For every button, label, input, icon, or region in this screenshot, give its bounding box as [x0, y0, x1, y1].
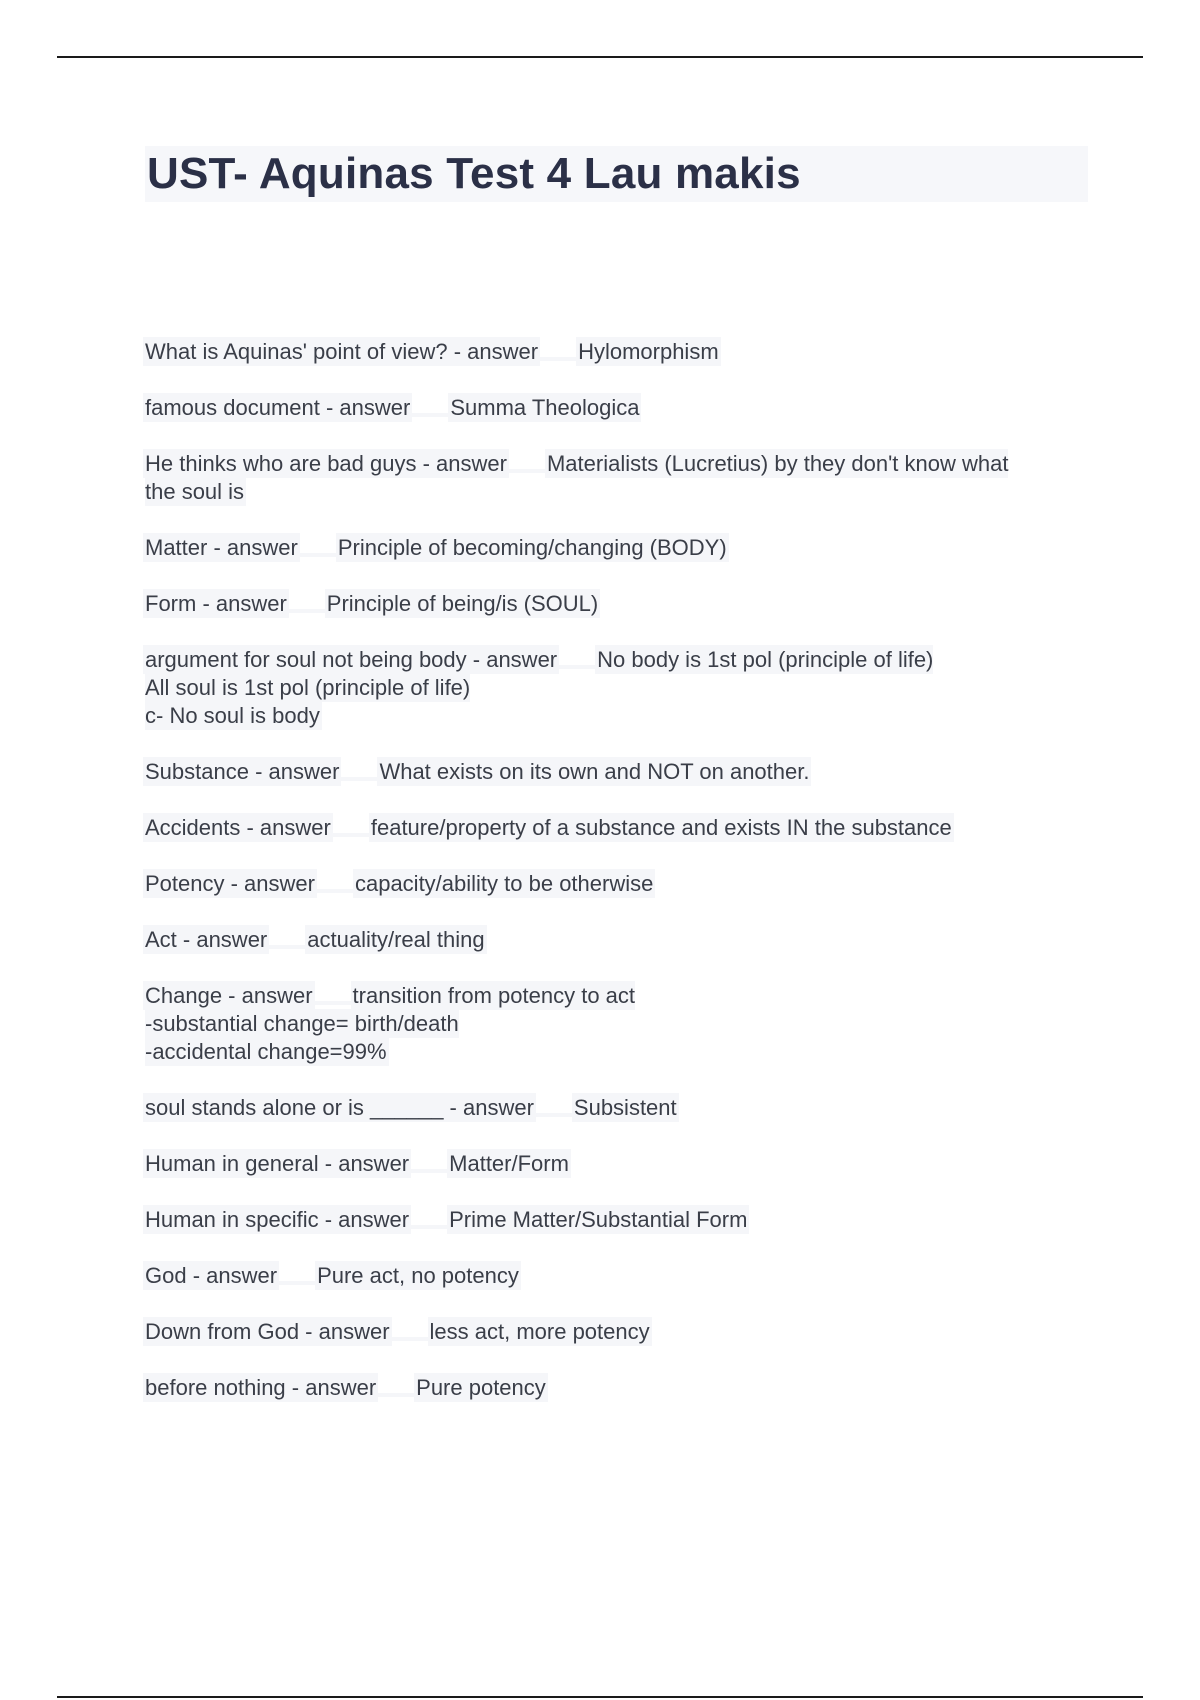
qa-answer: Summa Theologica	[450, 395, 640, 420]
top-divider	[57, 56, 1143, 58]
qa-item	[145, 758, 1045, 786]
qa-question: Down from God - answer	[145, 1319, 390, 1344]
qa-answer: Hylomorphism	[578, 339, 719, 364]
qa-list	[145, 338, 1045, 1430]
qa-question: Accidents - answer	[145, 815, 331, 840]
qa-question: He thinks who are bad guys - answer	[145, 451, 507, 476]
qa-item	[145, 1318, 1045, 1346]
qa-item	[145, 590, 1045, 618]
qa-answer: transition from potency to act -substantial change= birth/death -accidental change=99%	[145, 983, 636, 1064]
page-title: UST- Aquinas Test 4 Lau makis	[147, 149, 801, 198]
qa-question: Act - answer	[145, 927, 268, 952]
qa-item	[145, 1150, 1045, 1178]
qa-question: Human in general - answer	[145, 1151, 410, 1176]
qa-item	[145, 394, 1045, 422]
qa-item	[145, 534, 1045, 562]
qa-answer: Materialists (Lucretius) by they don't know what the soul is	[145, 451, 1009, 504]
qa-answer: Principle of becoming/changing (BODY)	[337, 535, 727, 560]
qa-answer: Prime Matter/Substantial Form	[449, 1207, 748, 1232]
qa-item	[145, 450, 1045, 506]
title-block	[145, 146, 1088, 202]
bottom-divider	[57, 1696, 1143, 1698]
qa-answer: Pure act, no potency	[317, 1263, 519, 1288]
qa-item	[145, 1262, 1045, 1290]
qa-question: Change - answer	[145, 983, 313, 1008]
qa-answer: No body is 1st pol (principle of life) All soul is 1st pol (principle of life) c- No soul is body	[145, 647, 934, 728]
qa-question: What is Aquinas' point of view? - answer	[145, 339, 539, 364]
qa-item	[145, 814, 1045, 842]
qa-question: Matter - answer	[145, 535, 298, 560]
qa-question: Human in specific - answer	[145, 1207, 410, 1232]
qa-answer: Pure potency	[416, 1375, 546, 1400]
qa-answer: actuality/real thing	[307, 927, 485, 952]
qa-answer: Subsistent	[573, 1095, 677, 1120]
qa-answer: Matter/Form	[449, 1151, 569, 1176]
qa-answer: What exists on its own and NOT on another.	[379, 759, 810, 784]
qa-item	[145, 1374, 1045, 1402]
qa-question: Potency - answer	[145, 871, 315, 896]
qa-question: soul stands alone or is ______ - answer	[145, 1095, 534, 1120]
qa-answer: less act, more potency	[429, 1319, 650, 1344]
qa-item	[145, 1206, 1045, 1234]
qa-item	[145, 870, 1045, 898]
qa-answer: feature/property of a substance and exists IN the substance	[370, 815, 952, 840]
qa-question: argument for soul not being body - answer	[145, 647, 558, 672]
qa-question: Substance - answer	[145, 759, 340, 784]
qa-item	[145, 646, 1045, 730]
qa-item	[145, 982, 1045, 1066]
qa-item	[145, 926, 1045, 954]
qa-question: famous document - answer	[145, 395, 411, 420]
qa-answer: Principle of being/is (SOUL)	[326, 591, 599, 616]
qa-question: God - answer	[145, 1263, 278, 1288]
qa-question: before nothing - answer	[145, 1375, 377, 1400]
qa-item	[145, 1094, 1045, 1122]
qa-answer: capacity/ability to be otherwise	[354, 871, 654, 896]
qa-item	[145, 338, 1045, 366]
qa-question: Form - answer	[145, 591, 287, 616]
